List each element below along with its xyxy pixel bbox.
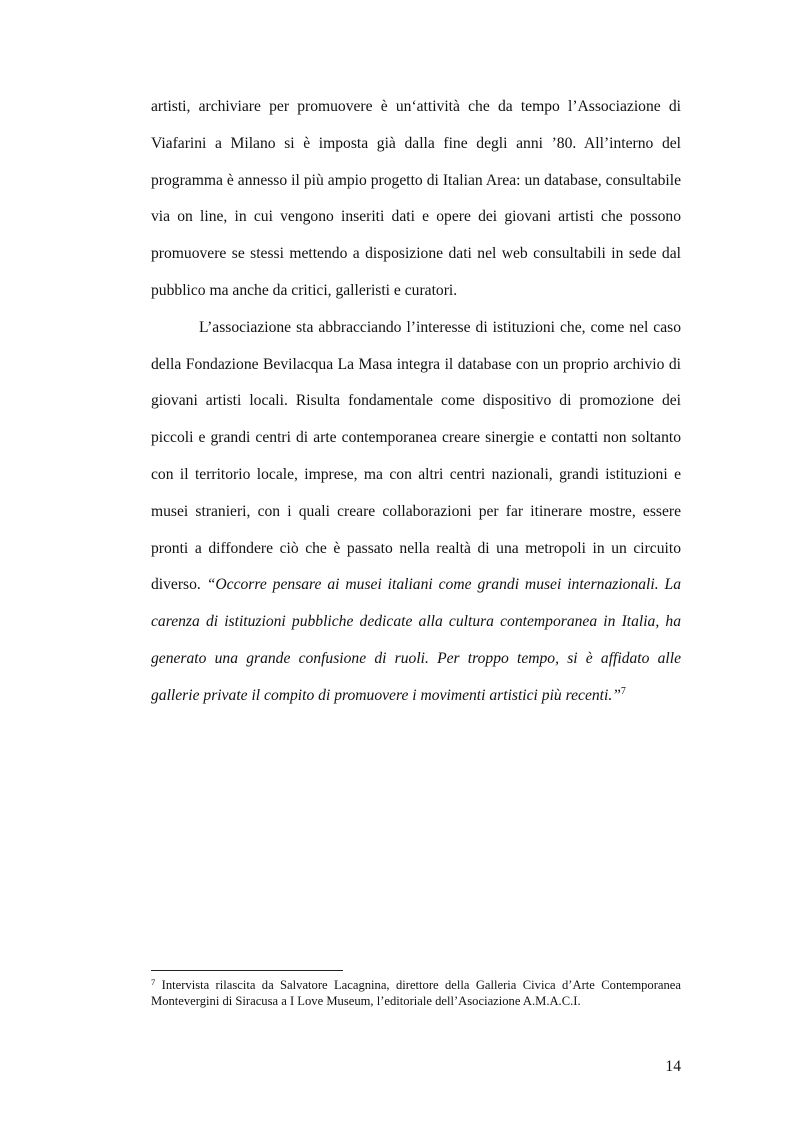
- footnote-text: Intervista rilascita da Salvatore Lacagnina, direttore della Galleria Civica d’Arte Contemporanea Montevergini di Siracusa a I Love Museum, l’editoriale dell’Asociazione A.M.A.C.I.: [151, 978, 681, 1008]
- interview-quote: “Occorre pensare ai musei italiani come grandi musei internazionali. La carenza di istituzioni pubbliche dedicate alla cultura contemporanea in Italia, ha generato una grande confusione di ruoli. Per troppo tempo, si è affidato alle gallerie private il compito di promuovere i movimenti artistici più recenti.”: [151, 576, 681, 704]
- footnote-number: 7: [151, 977, 156, 987]
- footnote: [151, 978, 681, 1009]
- page-number: 14: [665, 1058, 681, 1075]
- body-text: [151, 89, 681, 715]
- footnote-separator: [151, 970, 343, 971]
- footnote-reference[interactable]: 7: [620, 685, 626, 697]
- paragraph-1: artisti, archiviare per promuovere è un‘attività che da tempo l’Associazione di Viafarini a Milano si è imposta già dalla fine degli anni ’80. All’interno del programma è annesso il più ampio progetto di Italian Area: un database, consultabile via on line, in cui vengono inseriti dati e opere dei giovani artisti che possono promuovere se stessi mettendo a disposizione dati nel web consultabili in sede dal pubblico ma anche da critici, galleristi e curatori.: [151, 98, 681, 299]
- paragraph-2-text: L’associazione sta abbracciando l’interesse di istituzioni che, come nel caso della Fondazione Bevilacqua La Masa integra il database con un proprio archivio di giovani artisti locali. Risulta fondamentale come dispositivo di promozione dei piccoli e grandi centri di arte contemporanea creare sinergie e contatti non soltanto con il territorio locale, imprese, ma con altri centri nazionali, grandi istituzioni e musei stranieri, con i quali creare collaborazioni per far itinerare mostre, essere pronti a diffondere ciò che è passato nella realtà di una metropoli in un circuito diverso.: [151, 318, 681, 594]
- paragraph-2: [151, 310, 681, 715]
